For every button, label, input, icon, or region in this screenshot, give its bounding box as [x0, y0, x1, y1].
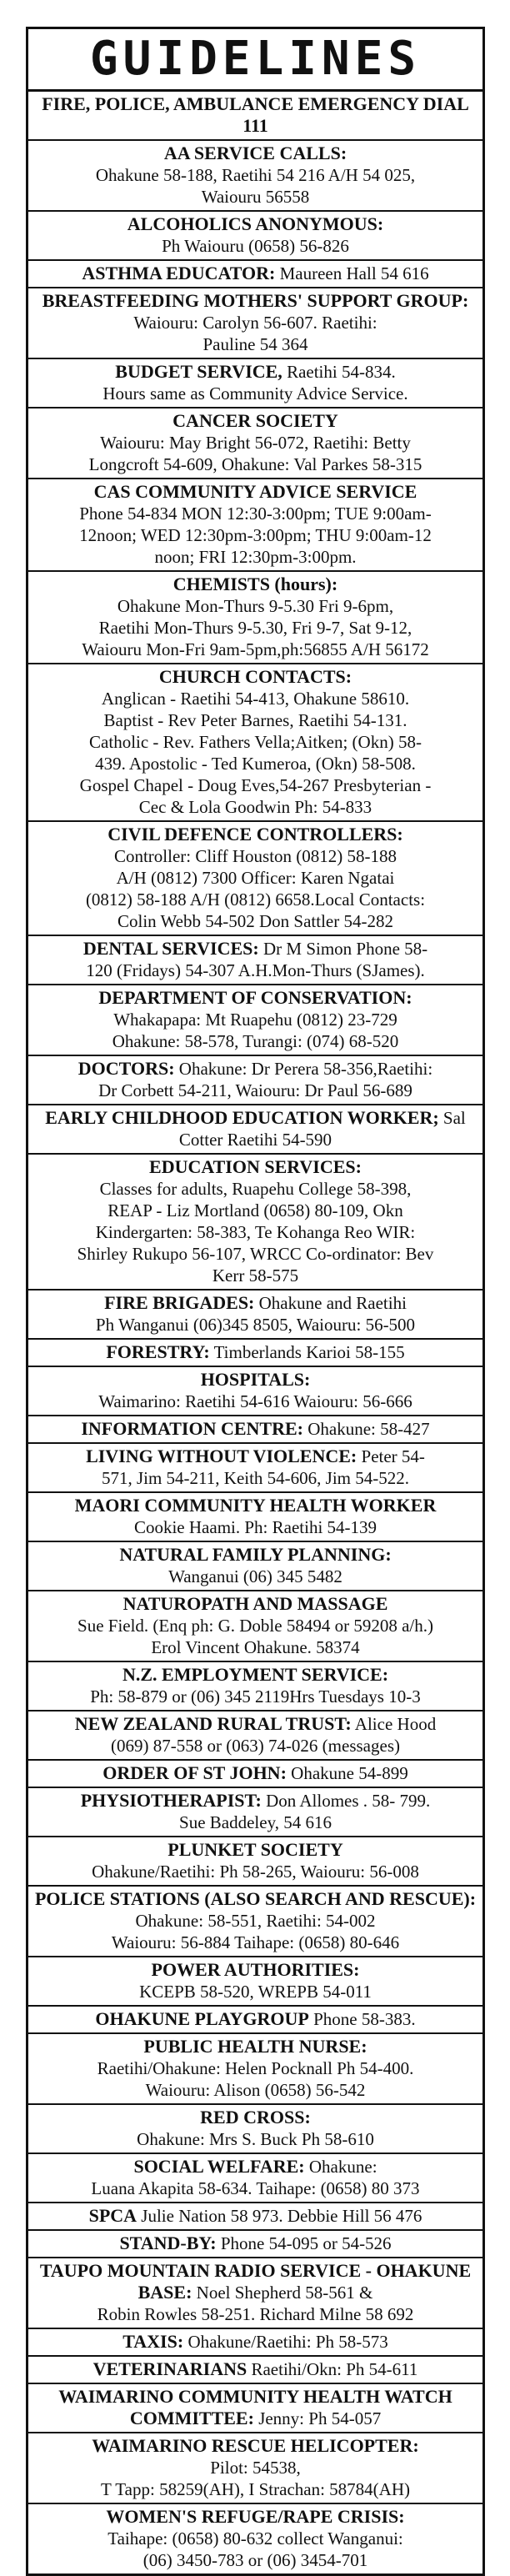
entry-inline-detail: Ohakune:	[308, 2157, 378, 2177]
entry-inline-detail: Jenny: Ph 54-057	[258, 2408, 382, 2428]
entry-heading: POLICE STATIONS (ALSO SEARCH AND RESCUE):	[34, 1888, 477, 1909]
entry-detail-line: 12noon; WED 12:30pm-3:00pm; THU 9:00am-12	[79, 525, 432, 545]
directory-entry	[28, 288, 482, 359]
entry-detail-line: Cec & Lola Goodwin Ph: 54-833	[138, 797, 372, 817]
directory-entry	[28, 2258, 482, 2329]
entry-heading: SPCA	[88, 2205, 138, 2226]
entries-list	[28, 92, 482, 2573]
entry-detail-line: Ohakune/Raetihi: Ph 58-265, Waiouru: 56-008	[92, 1862, 419, 1882]
directory-entry	[28, 2329, 482, 2357]
entry-heading: LIVING WITHOUT VIOLENCE:	[86, 1446, 358, 1466]
directory-entry	[28, 1591, 482, 1662]
entry-heading: CHEMISTS (hours):	[172, 574, 338, 594]
directory-entry	[28, 359, 482, 408]
entry-heading: CANCER SOCIETY	[172, 410, 338, 431]
entry-heading: TAUPO MOUNTAIN RADIO SERVICE - OHAKUNE BASE:	[39, 2260, 472, 2303]
entry-detail-line: (0812) 58-188 A/H (0812) 6658.Local Contacts:	[85, 890, 426, 910]
entry-heading: PUBLIC HEALTH NURSE:	[143, 2036, 368, 2057]
directory-entry	[28, 2203, 482, 2231]
entry-detail-line: Ph: 58-879 or (06) 345 2119Hrs Tuesdays 10-3	[90, 1686, 421, 1706]
directory-entry	[28, 1542, 482, 1591]
entry-detail-line: Waiouru: Alison (0658) 56-542	[145, 2080, 366, 2100]
entry-detail-line: Kerr 58-575	[212, 1265, 299, 1285]
entry-detail-line: Gospel Chapel - Doug Eves,54-267 Presbyterian -	[79, 775, 432, 795]
entry-detail-line: Hours same as Community Advice Service.	[102, 383, 408, 403]
entry-detail-line: Ph Wanganui (06)345 8505, Waiouru: 56-500	[95, 1315, 416, 1335]
guidelines-panel	[26, 27, 485, 2576]
directory-entry	[28, 2231, 482, 2258]
entry-detail-line: Wanganui (06) 345 5482	[168, 1566, 342, 1586]
entry-heading: FORESTRY:	[106, 1341, 210, 1362]
entry-detail-line: T Tapp: 58259(AH), I Strachan: 58784(AH)	[100, 2479, 411, 2499]
entry-detail-line: REAP - Liz Mortland (0658) 80-109, Okn	[108, 1200, 403, 1220]
entry-heading: ORDER OF ST JOHN:	[102, 1762, 287, 1783]
directory-entry	[28, 212, 482, 261]
entry-heading: ALCOHOLICS ANONYMOUS:	[127, 213, 384, 234]
entry-inline-detail: Don Allomes . 58- 799.	[266, 1791, 431, 1811]
entry-detail-line: Baptist - Rev Peter Barnes, Raetihi 54-131.	[103, 710, 408, 730]
entry-detail-line: Pilot: 54538,	[210, 2458, 301, 2478]
entry-inline-detail: Phone 58-383.	[313, 2009, 416, 2029]
entry-inline-detail: Dr M Simon Phone 58-	[263, 939, 428, 959]
entry-heading: CAS COMMUNITY ADVICE SERVICE	[93, 481, 418, 502]
entry-detail-line: KCEPB 58-520, WREPB 54-011	[139, 1982, 372, 2002]
entry-inline-detail: Ohakune: Dr Perera 58-356,Raetihi:	[178, 1059, 433, 1079]
page-title: GUIDELINES	[89, 32, 422, 86]
entry-heading: INFORMATION CENTRE:	[81, 1418, 303, 1439]
entry-detail-line: Luana Akapita 58-634. Taihape: (0658) 80 373	[91, 2178, 420, 2198]
entry-inline-detail: Waiouru: Carolyn 56-607. Raetihi:	[133, 313, 378, 333]
entry-inline-detail: Phone 54-095 or 54-526	[220, 2233, 392, 2253]
entry-heading: PHYSIOTHERAPIST:	[80, 1790, 262, 1811]
entry-heading: NATURAL FAMILY PLANNING:	[119, 1544, 392, 1565]
entry-detail-line: Raetihi Mon-Thurs 9-5.30, Fri 9-7, Sat 9-12,	[98, 618, 412, 638]
entry-detail-line: Pauline 54 364	[202, 334, 308, 354]
directory-entry	[28, 2007, 482, 2034]
entry-detail-line: Ph Waiouru (0658) 56-826	[162, 236, 349, 256]
entry-detail-line: Ohakune Mon-Thurs 9-5.30 Fri 9-6pm,	[117, 596, 394, 616]
entry-inline-detail: Ohakune 54-899	[291, 1763, 408, 1783]
entry-heading: POWER AUTHORITIES:	[151, 1959, 360, 1980]
directory-entry	[28, 1957, 482, 2007]
entry-detail-line: Ohakune 58-188, Raetihi 54 216 A/H 54 025,	[95, 165, 416, 185]
entry-heading: TAXIS:	[122, 2331, 184, 2352]
directory-entry	[28, 2357, 482, 2384]
entry-inline-detail: Noel Shepherd 58-561 &	[196, 2283, 373, 2303]
entry-detail-line: Longcroft 54-609, Ohakune: Val Parkes 58-315	[88, 454, 422, 474]
directory-entry	[28, 479, 482, 572]
entry-heading: PLUNKET SOCIETY	[168, 1839, 343, 1860]
entry-inline-detail: Peter 54-	[361, 1446, 425, 1466]
entry-detail-line: Ohakune: Mrs S. Buck Ph 58-610	[137, 2129, 374, 2149]
entry-heading: CHURCH CONTACTS:	[158, 666, 352, 687]
entry-detail-line: Sue Baddeley, 54 616	[179, 1812, 332, 1832]
entry-detail-line: Kindergarten: 58-383, Te Kohanga Reo WIR:	[95, 1222, 416, 1242]
directory-entry	[28, 408, 482, 479]
entry-detail-line: Ohakune: 58-551, Raetihi: 54-002	[135, 1911, 376, 1931]
directory-entry	[28, 1291, 482, 1340]
entry-detail-line: Waimarino: Raetihi 54-616 Waiouru: 56-666	[98, 1391, 412, 1411]
entry-detail-line: Ohakune: 58-578, Turangi: (074) 68-520	[112, 1031, 399, 1051]
entry-detail-line: Whakapapa: Mt Ruapehu (0812) 23-729	[113, 1010, 398, 1030]
entry-detail-line: (06) 3450-783 or (06) 3454-701	[142, 2550, 368, 2570]
entry-heading: NEW ZEALAND RURAL TRUST:	[74, 1713, 352, 1734]
entry-inline-detail: Maureen Hall 54 616	[279, 263, 429, 283]
entry-heading: WAIMARINO COMMUNITY HEALTH WATCH COMMITTEE:	[58, 2386, 452, 2428]
entry-detail-line: (069) 87-558 or (063) 74-026 (messages)	[110, 1736, 400, 1756]
directory-entry	[28, 1416, 482, 1444]
directory-entry	[28, 2154, 482, 2203]
entry-detail-line: Waiouru Mon-Fri 9am-5pm,ph:56855 A/H 56172	[82, 639, 429, 659]
entry-detail-line: Erol Vincent Ohakune. 58374	[151, 1637, 360, 1657]
entry-inline-detail: Ohakune and Raetihi	[258, 1293, 407, 1313]
entry-detail-line: Classes for adults, Ruapehu College 58-398,	[99, 1179, 412, 1199]
directory-entry	[28, 2384, 482, 2433]
directory-entry	[28, 1761, 482, 1788]
directory-entry	[28, 1788, 482, 1837]
entry-heading: OHAKUNE PLAYGROUP	[95, 2008, 309, 2029]
directory-entry	[28, 92, 482, 141]
directory-entry	[28, 2433, 482, 2504]
directory-entry	[28, 1711, 482, 1761]
directory-entry	[28, 1340, 482, 1367]
entry-heading: RED CROSS:	[200, 2107, 311, 2127]
directory-entry	[28, 664, 482, 822]
entry-inline-detail: Julie Nation 58 973. Debbie Hill 56 476	[141, 2206, 422, 2226]
entry-heading: ASTHMA EDUCATOR:	[82, 263, 276, 283]
directory-entry	[28, 1887, 482, 1957]
entry-detail-line: Sue Field. (Enq ph: G. Doble 58494 or 59208 a/h.)	[78, 1616, 433, 1636]
entry-detail-line: 120 (Fridays) 54-307 A.H.Mon-Thurs (SJames).	[86, 960, 425, 980]
entry-detail-line: Phone 54-834 MON 12:30-3:00pm; TUE 9:00am-	[79, 504, 432, 524]
entry-heading: CIVIL DEFENCE CONTROLLERS:	[108, 824, 403, 844]
directory-entry	[28, 1367, 482, 1416]
entry-detail-line: Waiouru 56558	[201, 187, 310, 207]
directory-entry	[28, 2105, 482, 2154]
directory-entry	[28, 2034, 482, 2105]
title-box	[28, 29, 482, 92]
entry-inline-detail: Timberlands Karioi 58-155	[213, 1342, 405, 1362]
entry-inline-detail: Ohakune/Raetihi: Ph 58-573	[188, 2332, 388, 2352]
entry-detail-line: Raetihi/Ohakune: Helen Pocknall Ph 54-400.	[97, 2058, 414, 2078]
entry-detail-line: Dr Corbett 54-211, Waiouru: Dr Paul 56-689	[98, 1080, 412, 1100]
entry-inline-detail: Raetihi 54-834.	[287, 362, 396, 382]
entry-heading: EARLY CHILDHOOD EDUCATION WORKER;	[45, 1107, 439, 1128]
directory-entry	[28, 985, 482, 1056]
entry-heading: BUDGET SERVICE,	[115, 361, 282, 382]
directory-entry	[28, 936, 482, 985]
directory-entry	[28, 2504, 482, 2573]
entry-heading: DOCTORS:	[78, 1058, 175, 1079]
entry-heading: FIRE, POLICE, AMBULANCE EMERGENCY DIAL 111	[42, 93, 469, 136]
entry-heading: NATUROPATH AND MASSAGE	[122, 1593, 388, 1614]
directory-entry	[28, 1056, 482, 1105]
directory-entry	[28, 1444, 482, 1493]
entry-inline-detail: Sal Cotter Raetihi 54-590	[178, 1108, 466, 1150]
entry-detail-line: Controller: Cliff Houston (0812) 58-188	[113, 846, 398, 866]
directory-entry	[28, 1155, 482, 1291]
entry-heading: FIRE BRIGADES:	[104, 1292, 255, 1313]
directory-entry	[28, 1493, 482, 1542]
entry-detail-line: 571, Jim 54-211, Keith 54-606, Jim 54-522.	[101, 1468, 410, 1488]
entry-inline-detail: Ohakune: 58-427	[308, 1419, 430, 1439]
entry-heading: WAIMARINO RESCUE HELICOPTER:	[92, 2435, 419, 2456]
entry-detail-line: Waiouru: 56-884 Taihape: (0658) 80-646	[111, 1932, 400, 1952]
entry-detail-line: Anglican - Raetihi 54-413, Ohakune 58610.	[101, 689, 410, 709]
entry-detail-line: 439. Apostolic - Ted Kumeroa, (Okn) 58-508.	[95, 754, 416, 774]
directory-entry	[28, 1662, 482, 1711]
directory-entry	[28, 572, 482, 664]
entry-detail-line: Robin Rowles 58-251. Richard Milne 58 692	[97, 2304, 414, 2324]
entry-detail-line: Colin Webb 54-502 Don Sattler 54-282	[118, 911, 393, 931]
entry-heading: DENTAL SERVICES:	[82, 938, 259, 959]
entry-heading: WOMEN'S REFUGE/RAPE CRISIS:	[106, 2506, 405, 2527]
entry-detail-line: Waiouru: May Bright 56-072, Raetihi: Betty	[100, 433, 411, 453]
entry-heading: MAORI COMMUNITY HEALTH WORKER	[74, 1495, 437, 1516]
entry-heading: AA SERVICE CALLS:	[163, 143, 348, 163]
entry-inline-detail: Raetihi/Okn: Ph 54-611	[251, 2359, 418, 2379]
entry-inline-detail: Alice Hood	[354, 1714, 437, 1734]
directory-entry	[28, 1837, 482, 1887]
entry-detail-line: Cookie Haami. Ph: Raetihi 54-139	[133, 1517, 378, 1537]
entry-heading: BREASTFEEDING MOTHERS' SUPPORT GROUP:	[42, 290, 469, 311]
entry-heading: DEPARTMENT OF CONSERVATION:	[98, 987, 412, 1008]
entry-heading: HOSPITALS:	[200, 1369, 311, 1390]
directory-entry	[28, 141, 482, 212]
entry-heading: STAND-BY:	[119, 2233, 217, 2253]
entry-heading: VETERINARIANS	[92, 2358, 248, 2379]
directory-entry	[28, 261, 482, 288]
entry-detail-line: Catholic - Rev. Fathers Vella;Aitken; (Okn) 58-	[89, 732, 422, 752]
directory-entry	[28, 822, 482, 936]
entry-heading: SOCIAL WELFARE:	[133, 2156, 305, 2177]
entry-detail-line: Shirley Rukupo 56-107, WRCC Co-ordinator: Bev	[77, 1244, 434, 1264]
entry-heading: N.Z. EMPLOYMENT SERVICE:	[122, 1664, 389, 1685]
entry-detail-line: noon; FRI 12:30pm-3:00pm.	[154, 547, 357, 567]
entry-detail-line: Taihape: (0658) 80-632 collect Wanganui:	[108, 2528, 403, 2548]
entry-detail-line: A/H (0812) 7300 Officer: Karen Ngatai	[116, 868, 395, 888]
entry-heading: EDUCATION SERVICES:	[149, 1156, 362, 1177]
directory-entry	[28, 1105, 482, 1155]
